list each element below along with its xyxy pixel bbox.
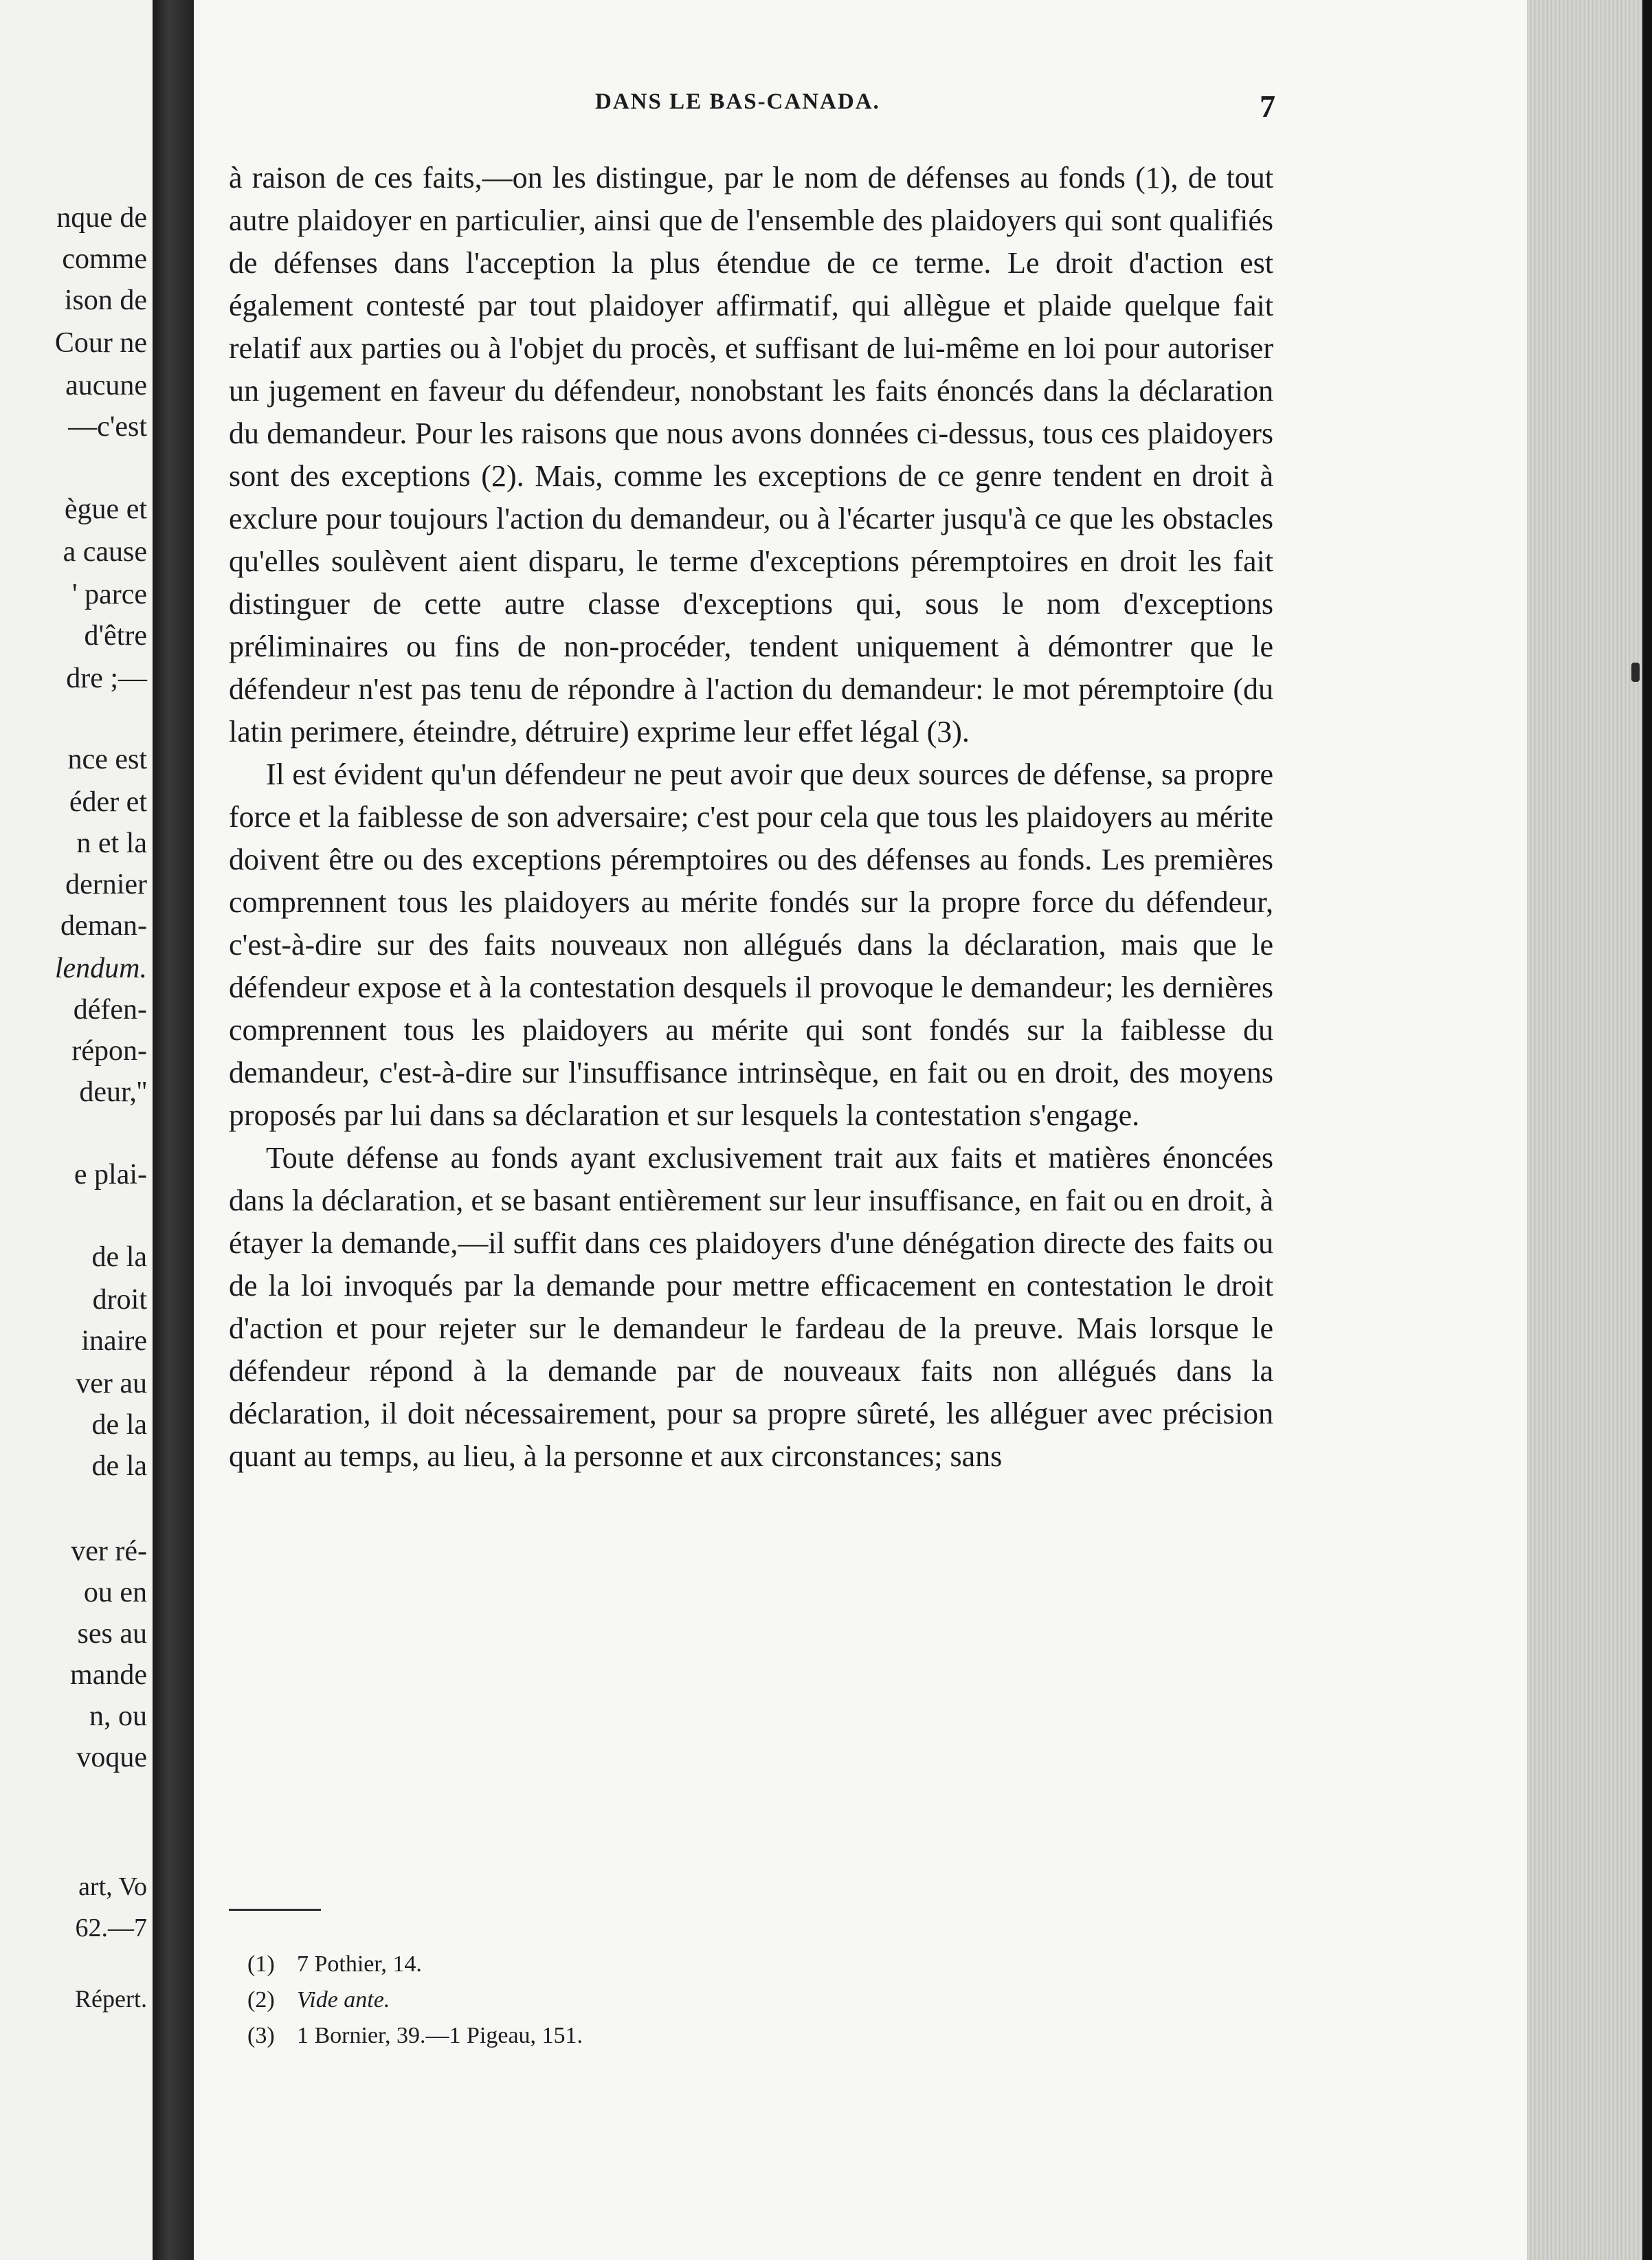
facing-page-line: a cause xyxy=(63,536,147,568)
facing-page-line: comme xyxy=(62,243,147,275)
facing-page-line: dernier xyxy=(65,869,147,900)
footnote-number: (2) xyxy=(247,1987,275,2013)
facing-page-line: n et la xyxy=(76,828,147,859)
facing-page-line: droit xyxy=(92,1284,147,1316)
paragraph: Toute défense au fonds ayant exclusivement trait aux faits et matières énoncées dans la déclaration, et se basant entièrement sur leur insuffisance, en fait ou en droit, à étayer la demande,—il suffit dans ces plaidoyers d'une dénégation directe des faits ou de la loi invoqués par la demande pour mettre efficacement en contestation le droit d'action et pour rejeter sur le demandeur le fardeau de la preuve. Mais lorsque le défendeur répond à la demande par de nouveaux faits non allégués dans la déclaration, il doit nécessairement, pour sa propre sûreté, les alléguer avec précision quant au temps, au lieu, à la personne et aux circonstances; sans xyxy=(229,1141,1273,1473)
page-number: 7 xyxy=(1260,89,1275,124)
facing-page-line: répon- xyxy=(71,1035,147,1067)
facing-page-line: d'être xyxy=(84,620,147,652)
facing-page-line: ison de xyxy=(64,285,147,316)
facing-page xyxy=(0,0,153,2260)
facing-page-line: aucune xyxy=(65,370,147,401)
facing-page-line: ver ré- xyxy=(71,1536,147,1567)
facing-page-line: art, Vo xyxy=(78,1872,147,1901)
facing-page-line: dre ;— xyxy=(66,663,147,694)
facing-page-line: e plai- xyxy=(74,1159,147,1190)
facing-page-line: Cour ne xyxy=(54,327,147,359)
facing-page-line: ver au xyxy=(76,1368,147,1399)
footnote-text: 7 Pothier, 14. xyxy=(297,1951,422,1977)
footnote-number: (3) xyxy=(247,2023,275,2048)
facing-page-line: de la xyxy=(91,1241,147,1273)
footnotes xyxy=(247,1947,583,2054)
facing-page-line: deur,'' xyxy=(79,1076,147,1108)
edge-mark xyxy=(1631,663,1640,682)
paragraph: à raison de ces faits,—on les distingue, par le nom de défenses au fonds (1), de tout autre plaidoyer en particulier, ainsi que de l'ensemble des plaidoyers qui sont qualifiés de défenses dans l'acception la plus étendue de ce terme. Le droit d'action est également contesté par tout plaidoyer affirmatif, qui allègue et plaide quelque fait relatif aux parties ou à l'objet du procès, et suffisant de lui-même en loi pour autoriser un jugement en faveur du défendeur, nonobstant les faits énoncés dans la déclaration du demandeur. Pour les raisons que nous avons données ci-dessus, tous ces plaidoyers sont des exceptions (2). Mais, comme les exceptions de ce genre tendent en droit à exclure pour toujours l'action du demandeur, ou à l'écarter jusqu'à ce que les obstacles qu'elles soulèvent aient disparu, le terme d'exceptions péremptoires en droit les fait distinguer de cette autre classe d'exceptions qui, sous le nom d'exceptions préliminaires ou fins de non-procéder, tendent uniquement à démontrer que le défendeur n'est pas tenu de répondre à l'action du demandeur: le mot péremptoire (du latin perimere, éteindre, détruire) exprime leur effet légal (3). xyxy=(229,161,1273,749)
paragraph: Il est évident qu'un défendeur ne peut avoir que deux sources de défense, sa propre force et la faiblesse de son adversaire; c'est pour cela que tous les plaidoyers au mérite doivent être ou des exceptions péremptoires ou des défenses au fonds. Les premières comprennent tous les plaidoyers au mérite fondés sur la propre force du défendeur, c'est-à-dire sur des faits nouveaux non allégués dans la déclaration, mais que le défendeur expose et à la contestation desquels il provoque le demandeur; les dernières comprennent tous les plaidoyers au mérite qui sont fondés sur la faiblesse du demandeur, c'est-à-dire sur l'insuffisance intrinsèque, en fait ou en droit, des moyens proposés par lui dans sa déclaration et sur lesquels la contestation s'engage. xyxy=(229,757,1273,1132)
footnote xyxy=(247,1947,583,1982)
page-edges xyxy=(1527,0,1652,2260)
facing-page-line: 62.—7 xyxy=(75,1914,147,1942)
facing-page-line: de la xyxy=(91,1409,147,1441)
running-head: DANS LE BAS-CANADA. xyxy=(595,89,880,114)
facing-page-line: n, ou xyxy=(89,1700,147,1732)
facing-page-line: Répert. xyxy=(75,1985,147,2013)
facing-page-line: nque de xyxy=(56,202,147,234)
facing-page-line: ses au xyxy=(77,1618,147,1650)
page-edge-shadow xyxy=(1642,0,1652,2260)
footnote xyxy=(247,2018,583,2054)
footnote-rule xyxy=(229,1909,321,1911)
facing-page-line: ou en xyxy=(83,1577,147,1608)
facing-page-line: nce est xyxy=(67,744,147,775)
facing-page-line: —c'est xyxy=(68,411,147,443)
footnote-text: 1 Bornier, 39.—1 Pigeau, 151. xyxy=(297,2023,583,2048)
footnote-number: (1) xyxy=(247,1951,275,1977)
facing-page-line: ègue et xyxy=(64,494,147,525)
footnote-text: Vide ante. xyxy=(297,1987,390,2013)
facing-page-line: éder et xyxy=(69,786,147,818)
facing-page-line: de la xyxy=(91,1450,147,1482)
facing-page-line: deman- xyxy=(60,910,147,942)
facing-page-line: lendum. xyxy=(54,953,147,984)
facing-page-line: voque xyxy=(76,1742,147,1773)
book-gutter xyxy=(153,0,194,2260)
footnote xyxy=(247,1982,583,2018)
facing-page-line: ' parce xyxy=(72,579,147,610)
facing-page-line: inaire xyxy=(81,1325,147,1357)
facing-page-line: défen- xyxy=(73,994,147,1026)
body-text xyxy=(229,157,1273,1478)
facing-page-line: mande xyxy=(70,1659,147,1691)
